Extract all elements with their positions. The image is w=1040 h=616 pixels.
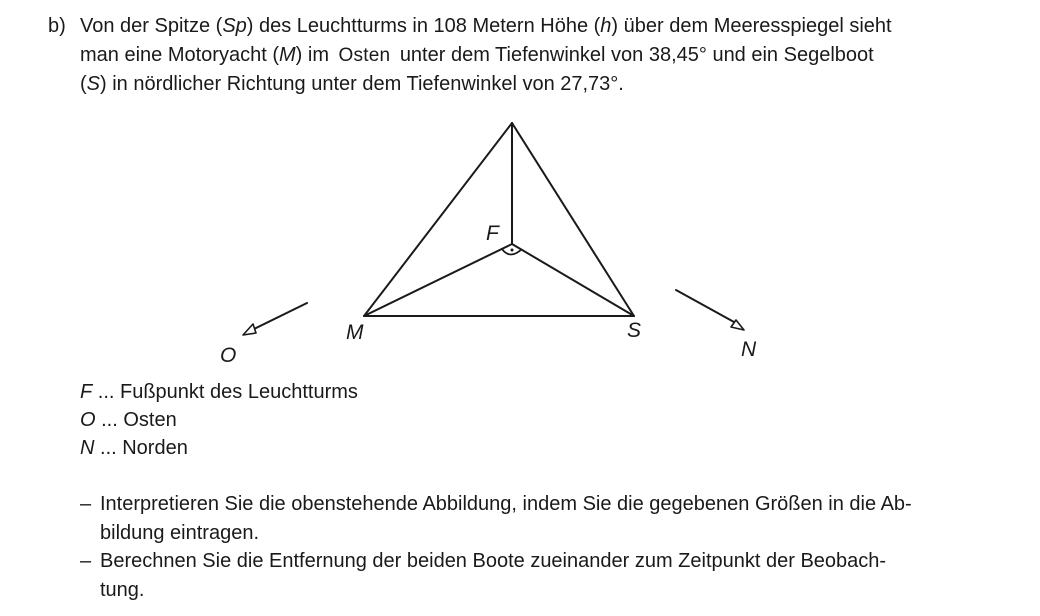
symbol-sp: Sp [222,15,247,37]
intro-line-1: Von der Spitze (Sp) des Leuchtturms in 108 Metern Höhe (h) über dem Meeresspiegel sieht [80,15,892,37]
legend-item-n: N ... Norden [80,437,188,459]
task-calculate: – Berechnen Sie die Entfernung der beiden Boote zueinander zum Zeitpunkt der Beobach- tung. [80,547,980,604]
intro-line-2: man eine Motoryacht (M) im Osten unter dem Tiefenwinkel von 38,45° und ein Segelboot [80,43,874,66]
symbol-m: M [278,43,296,66]
osten-word: Osten [338,44,391,66]
east-arrow-shaft [252,303,307,330]
label-f: F [486,222,499,245]
symbol-s: S [86,73,101,95]
intro-line-3: (S) in nördlicher Richtung unter dem Tiefenwinkel von 27,73°. [80,73,624,95]
task-dash: – [80,550,92,572]
line-f-s [512,244,634,316]
task-list [80,490,980,604]
east-arrow-icon [243,324,256,335]
task-interpret: – Interpretieren Sie die obenstehende Abbildung, indem Sie die gegebenen Größen in die Ab- bildung eintragen. [80,490,980,547]
label-o: O [220,344,237,367]
legend-item-f: F ... Fußpunkt des Leuchtturms [80,381,358,403]
task-label: b) [48,15,66,37]
north-arrow-shaft [676,290,734,322]
label-m: M [346,321,364,344]
line-f-m [364,244,512,316]
line-sp-s [512,123,634,316]
legend [80,378,358,462]
symbol-h: h [600,15,612,37]
label-s: S [627,319,642,342]
task-dash: – [80,493,92,515]
legend-item-o: O ... Osten [80,409,177,431]
line-sp-m [364,123,512,316]
right-angle-dot [511,249,514,252]
label-n: N [741,338,757,361]
